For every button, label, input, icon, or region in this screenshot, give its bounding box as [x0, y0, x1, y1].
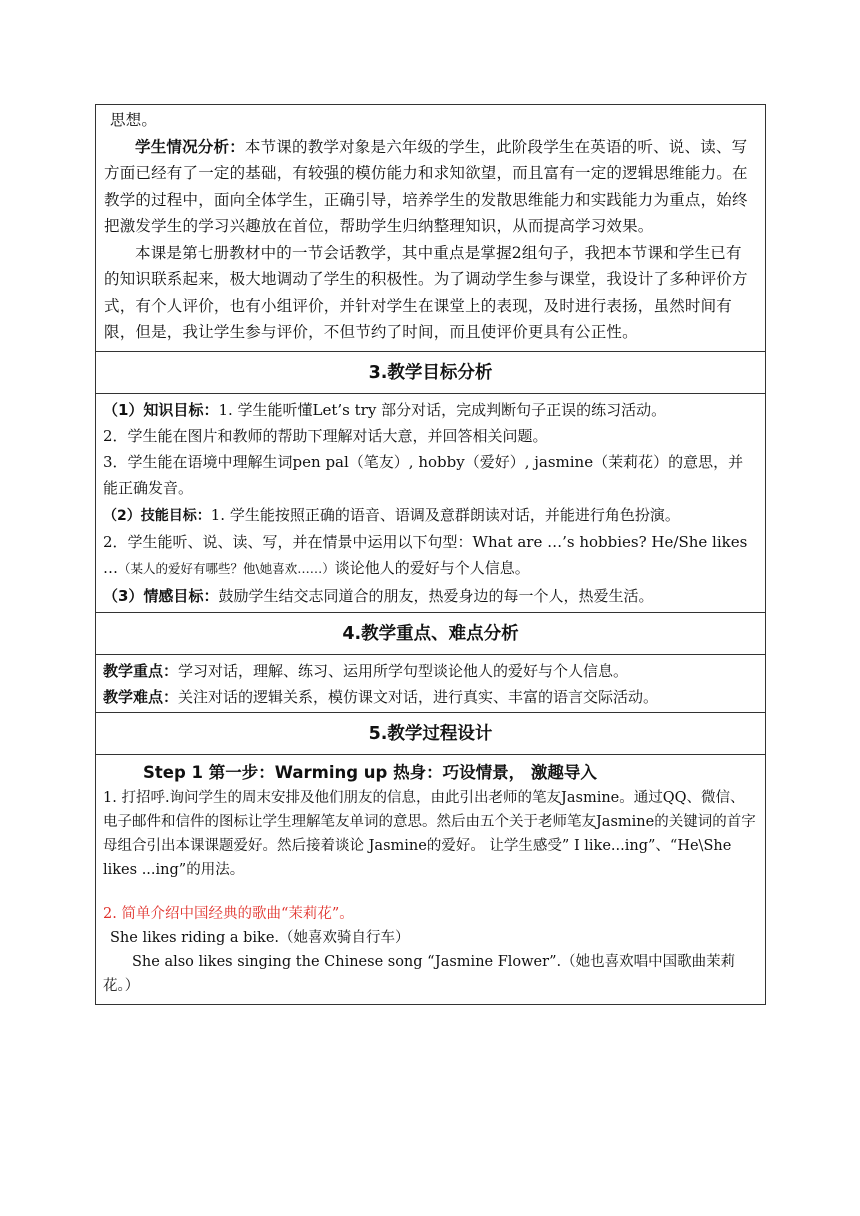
step-1-title: Step 1 第一步：Warming up 热身：巧设情景， 激趣导入 — [143, 763, 597, 783]
difficulty-text: 关注对话的逻辑关系，模仿课文对话，进行真实、丰富的语言交际活动。 — [178, 688, 659, 707]
key-point-text: 学习对话，理解、练习、运用所学句型谈论他人的爱好与个人信息。 — [178, 661, 629, 680]
emotion-objective-text: 鼓励学生结交志同道合的朋友，热爱身边的每一个人，热爱生活。 — [218, 586, 654, 605]
difficulty-label: 教学难点： — [103, 688, 179, 707]
knowledge-objective-text: 1. 学生能听懂Let’s try 部分对话，完成判断句子正误的练习活动。 — [218, 400, 667, 419]
skill-objective-1 — [96, 502, 765, 529]
process-cell — [96, 755, 765, 1004]
spacer — [96, 882, 765, 902]
example-sentence-b: She also likes singing the Chinese song “Jasmine Flower”.（她也喜欢唱中国歌曲茉莉花。） — [103, 954, 736, 995]
step-1-item-2 — [96, 902, 765, 926]
skill-objective-2-text: 2．学生能听、说、读、写，并在情景中运用以下句型：What are …’s hobbies? He/She likes … — [103, 532, 748, 578]
key-point-line — [96, 658, 765, 684]
student-analysis-paragraph — [96, 134, 765, 240]
skill-objective-2 — [96, 529, 765, 583]
section-5-heading: 5.教学过程设计 — [96, 713, 765, 755]
paragraph-continuation: 思想。 — [110, 111, 158, 129]
skill-objective-label: （2）技能目标： — [103, 507, 211, 524]
skill-objective-2-gloss: （某人的爱好有哪些？他\她喜欢……） — [118, 561, 335, 577]
student-analysis-text: 本节课的教学对象是六年级的学生，此阶段学生在英语的听、说、读、写方面已经有了一定的基础，有较强的模仿能力和求知欲望，而且富有一定的逻辑思维能力。在教学的过程中，面向全体学生，正确引导，培养学生的发散思维能力和实践能力为重点，始终把激发学生的学习兴趣放在首位，帮助学生归纳整理知识，从而提高学习效果。 — [104, 137, 748, 235]
knowledge-objective-3: 3．学生能在语境中理解生词pen pal（笔友）, hobby（爱好）, jasmine（茉莉花）的意思，并能正确发音。 — [103, 453, 744, 498]
analysis-cell — [96, 105, 765, 352]
item-2-text: 简单介绍中国经典的歌曲“茉莉花”。 — [121, 906, 354, 923]
emotion-objective-label: （3）情感目标： — [103, 586, 219, 605]
example-sentence-a: She likes riding a bike.（她喜欢骑自行车） — [110, 930, 410, 947]
student-analysis-label: 学生情况分析： — [135, 137, 245, 156]
item-2-number: 2. — [103, 906, 117, 923]
knowledge-objective-2: 2．学生能在图片和教师的帮助下理解对话大意，并回答相关问题。 — [103, 426, 548, 445]
key-point-label: 教学重点： — [103, 661, 179, 680]
lesson-summary-paragraph: 本课是第七册教材中的一节会话教学，其中重点是掌握2组句子，我把本节课和学生已有的知识联系起来，极大地调动了学生的积极性。为了调动学生参与课堂，我设计了多种评价方式，有个人评价，也有小组评价，并针对学生在课堂上的表现，及时进行表扬，虽然时间有限，但是，我让学生参与评价，不但节约了时间，而且使评价更具有公正性。 — [104, 243, 748, 341]
skill-objective-text: 1. 学生能按照正确的语音、语调及意群朗读对话，并能进行角色扮演。 — [210, 505, 680, 524]
key-points-cell — [96, 655, 765, 714]
objectives-cell — [96, 394, 765, 613]
skill-objective-2-tail: 谈论他人的爱好与个人信息。 — [334, 559, 530, 578]
difficulty-line — [96, 684, 765, 710]
knowledge-objective-1 — [96, 397, 765, 423]
step-1-item-1: 1. 打招呼.询问学生的周末安排及他们朋友的信息，由此引出老师的笔友Jasmine。通过QQ、微信、电子邮件和信件的图标让学生理解笔友单词的意思。然后由五个关于老师笔友Jasmine的关键词的首字母组合引出本课课题爱好。然后接着谈论 Jasmine的爱好。 让学生感受” I like...ing”、“He\She likes ...ing”的用法。 — [103, 790, 756, 879]
section-4-heading: 4.教学重点、难点分析 — [96, 613, 765, 655]
section-3-heading: 3.教学目标分析 — [96, 352, 765, 394]
emotion-objective — [96, 583, 765, 609]
lesson-plan-table — [95, 104, 766, 1005]
knowledge-objective-label: （1）知识目标： — [103, 400, 219, 419]
